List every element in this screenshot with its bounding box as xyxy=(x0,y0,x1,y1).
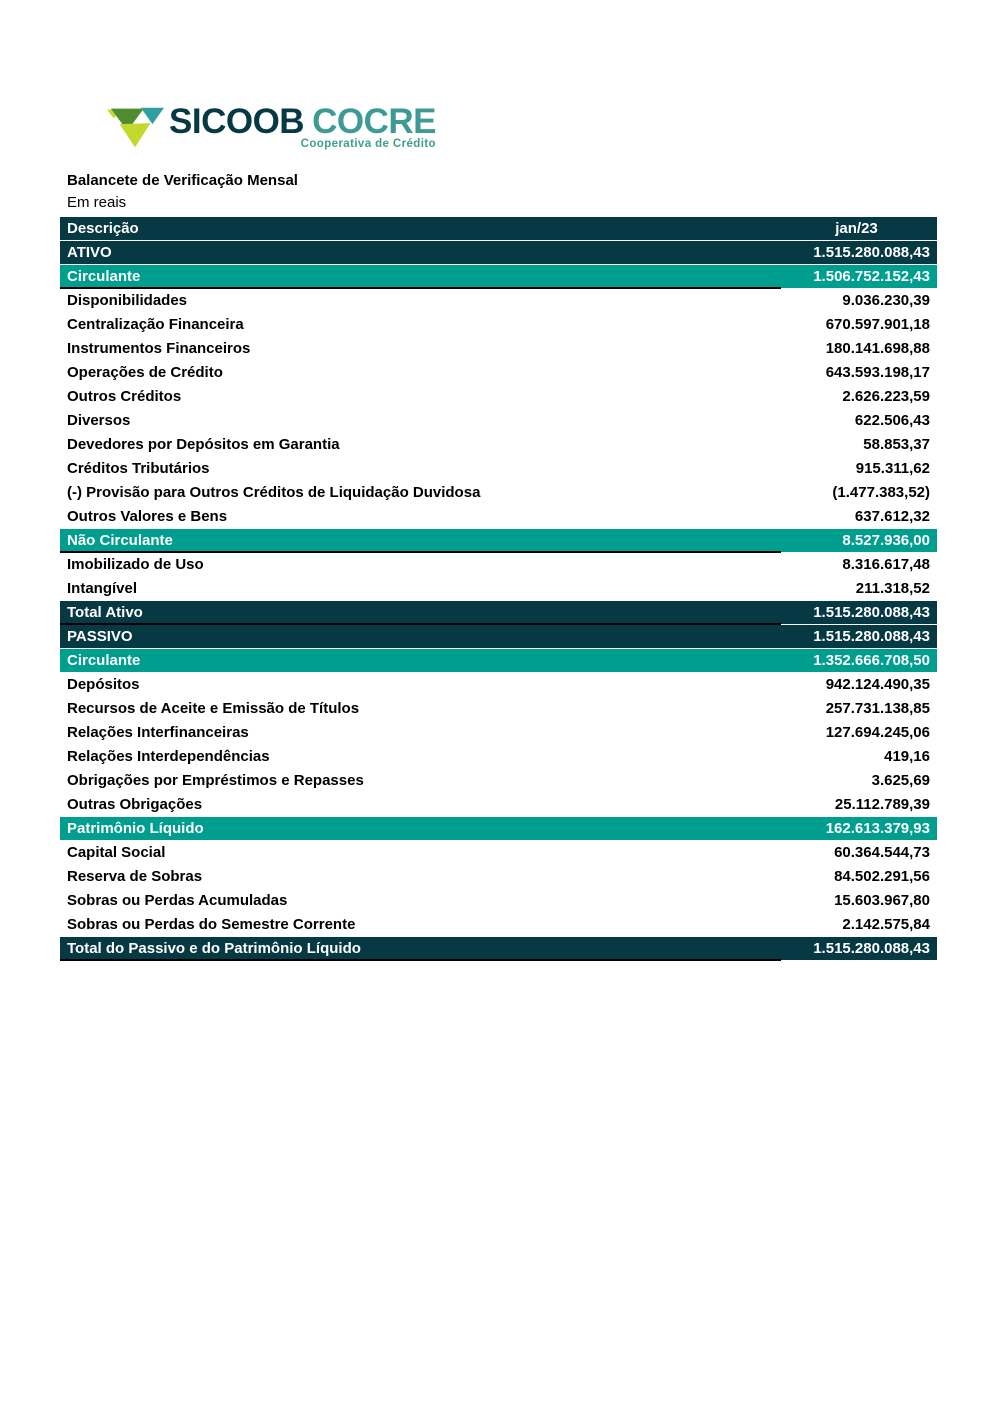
sicoob-logo-mark-icon xyxy=(107,104,165,152)
row-label: Patrimônio Líquido xyxy=(67,820,204,837)
table-row xyxy=(60,433,937,457)
row-value: 25.112.789,39 xyxy=(834,796,930,813)
row-value: 84.502.291,56 xyxy=(834,868,930,885)
row-label: Recursos de Aceite e Emissão de Títulos xyxy=(67,700,360,717)
row-value: 2.626.223,59 xyxy=(842,388,930,405)
row-label: Circulante xyxy=(67,268,141,285)
row-value: 1.352.666.708,50 xyxy=(813,652,930,669)
table-row xyxy=(60,889,937,913)
table-row xyxy=(60,841,937,865)
row-value: 211.318,52 xyxy=(855,580,930,597)
row-label: PASSIVO xyxy=(67,628,133,645)
row-label: Intangível xyxy=(67,580,138,597)
row-label: Imobilizado de Uso xyxy=(67,556,204,573)
table-row xyxy=(60,337,937,361)
row-label: Diversos xyxy=(67,412,131,429)
row-label: ATIVO xyxy=(67,244,112,261)
row-value: 8.316.617,48 xyxy=(842,556,930,573)
table-row xyxy=(60,769,937,793)
logo-brand-sicoob: SICOOB xyxy=(169,102,305,141)
table-row xyxy=(60,265,937,289)
logo-tagline: Cooperativa de Crédito xyxy=(300,138,436,150)
table-row xyxy=(60,673,937,697)
row-value: 15.603.967,80 xyxy=(834,892,930,909)
row-value: 1.515.280.088,43 xyxy=(813,940,930,957)
row-label: Operações de Crédito xyxy=(67,364,223,381)
row-label: Obrigações por Empréstimos e Repasses xyxy=(67,772,364,789)
row-value: 1.515.280.088,43 xyxy=(813,604,930,621)
table-row xyxy=(60,793,937,817)
row-value: 127.694.245,06 xyxy=(825,724,930,741)
row-label: Capital Social xyxy=(67,844,166,861)
table-row xyxy=(60,601,937,625)
table-row xyxy=(60,865,937,889)
row-label: Sobras ou Perdas Acumuladas xyxy=(67,892,288,909)
row-value: 9.036.230,39 xyxy=(842,292,930,309)
row-label: Total do Passivo e do Patrimônio Líquido xyxy=(67,940,361,957)
row-value: 180.141.698,88 xyxy=(825,340,930,357)
table-row xyxy=(60,913,937,937)
sicoob-cocre-logo xyxy=(107,102,436,152)
table-row xyxy=(60,553,937,577)
table-row xyxy=(60,241,937,265)
row-label: Não Circulante xyxy=(67,532,173,549)
row-value: 1.506.752.152,43 xyxy=(813,268,930,285)
row-label: Relações Interfinanceiras xyxy=(67,724,249,741)
header-period-label: jan/23 xyxy=(835,220,878,237)
row-value: 643.593.198,17 xyxy=(825,364,930,381)
row-value: 942.124.490,35 xyxy=(825,676,930,693)
table-row xyxy=(60,817,937,841)
row-label: Total Ativo xyxy=(67,604,143,621)
row-label: Reserva de Sobras xyxy=(67,868,203,885)
row-label: Circulante xyxy=(67,652,141,669)
table-row xyxy=(60,649,937,673)
row-value: 2.142.575,84 xyxy=(842,916,930,933)
row-value: (1.477.383,52) xyxy=(832,484,930,501)
row-label: Relações Interdependências xyxy=(67,748,270,765)
table-row xyxy=(60,481,937,505)
document-title: Balancete de Verificação Mensal xyxy=(67,172,298,189)
table-row xyxy=(60,625,937,649)
row-label: Outros Créditos xyxy=(67,388,182,405)
table-row xyxy=(60,745,937,769)
table-row xyxy=(60,577,937,601)
table-row xyxy=(60,937,937,961)
table-row xyxy=(60,529,937,553)
row-value: 622.506,43 xyxy=(854,412,930,429)
table-row xyxy=(60,505,937,529)
row-label: Sobras ou Perdas do Semestre Corrente xyxy=(67,916,356,933)
logo-wordmark xyxy=(169,102,436,142)
row-label: Devedores por Depósitos em Garantia xyxy=(67,436,340,453)
table-row xyxy=(60,721,937,745)
table-row xyxy=(60,697,937,721)
balance-table-body xyxy=(60,241,937,961)
table-header-row xyxy=(60,217,937,241)
logo-text-block xyxy=(169,102,436,150)
row-value: 8.527.936,00 xyxy=(842,532,930,549)
row-label: Instrumentos Financeiros xyxy=(67,340,251,357)
table-row xyxy=(60,313,937,337)
table-row xyxy=(60,385,937,409)
header-description-label: Descrição xyxy=(67,220,139,237)
row-label: (-) Provisão para Outros Créditos de Liquidação Duvidosa xyxy=(67,484,481,501)
row-label: Depósitos xyxy=(67,676,140,693)
row-value: 637.612,32 xyxy=(854,508,930,525)
row-value: 915.311,62 xyxy=(855,460,930,477)
unit-note: Em reais xyxy=(67,194,127,211)
table-row xyxy=(60,289,937,313)
row-label: Outros Valores e Bens xyxy=(67,508,228,525)
row-label: Créditos Tributários xyxy=(67,460,210,477)
table-row xyxy=(60,361,937,385)
row-value: 162.613.379,93 xyxy=(825,820,930,837)
table-row xyxy=(60,457,937,481)
logo-brand-cocre: COCRE xyxy=(312,102,436,141)
balance-table xyxy=(60,217,937,961)
row-value: 257.731.138,85 xyxy=(825,700,930,717)
table-row xyxy=(60,409,937,433)
row-value: 58.853,37 xyxy=(863,436,930,453)
row-label: Disponibilidades xyxy=(67,292,188,309)
row-value: 1.515.280.088,43 xyxy=(813,628,930,645)
row-label: Outras Obrigações xyxy=(67,796,203,813)
row-value: 670.597.901,18 xyxy=(825,316,930,333)
row-value: 1.515.280.088,43 xyxy=(813,244,930,261)
row-value: 419,16 xyxy=(884,748,930,765)
row-value: 60.364.544,73 xyxy=(834,844,930,861)
row-label: Centralização Financeira xyxy=(67,316,244,333)
row-value: 3.625,69 xyxy=(871,772,930,789)
